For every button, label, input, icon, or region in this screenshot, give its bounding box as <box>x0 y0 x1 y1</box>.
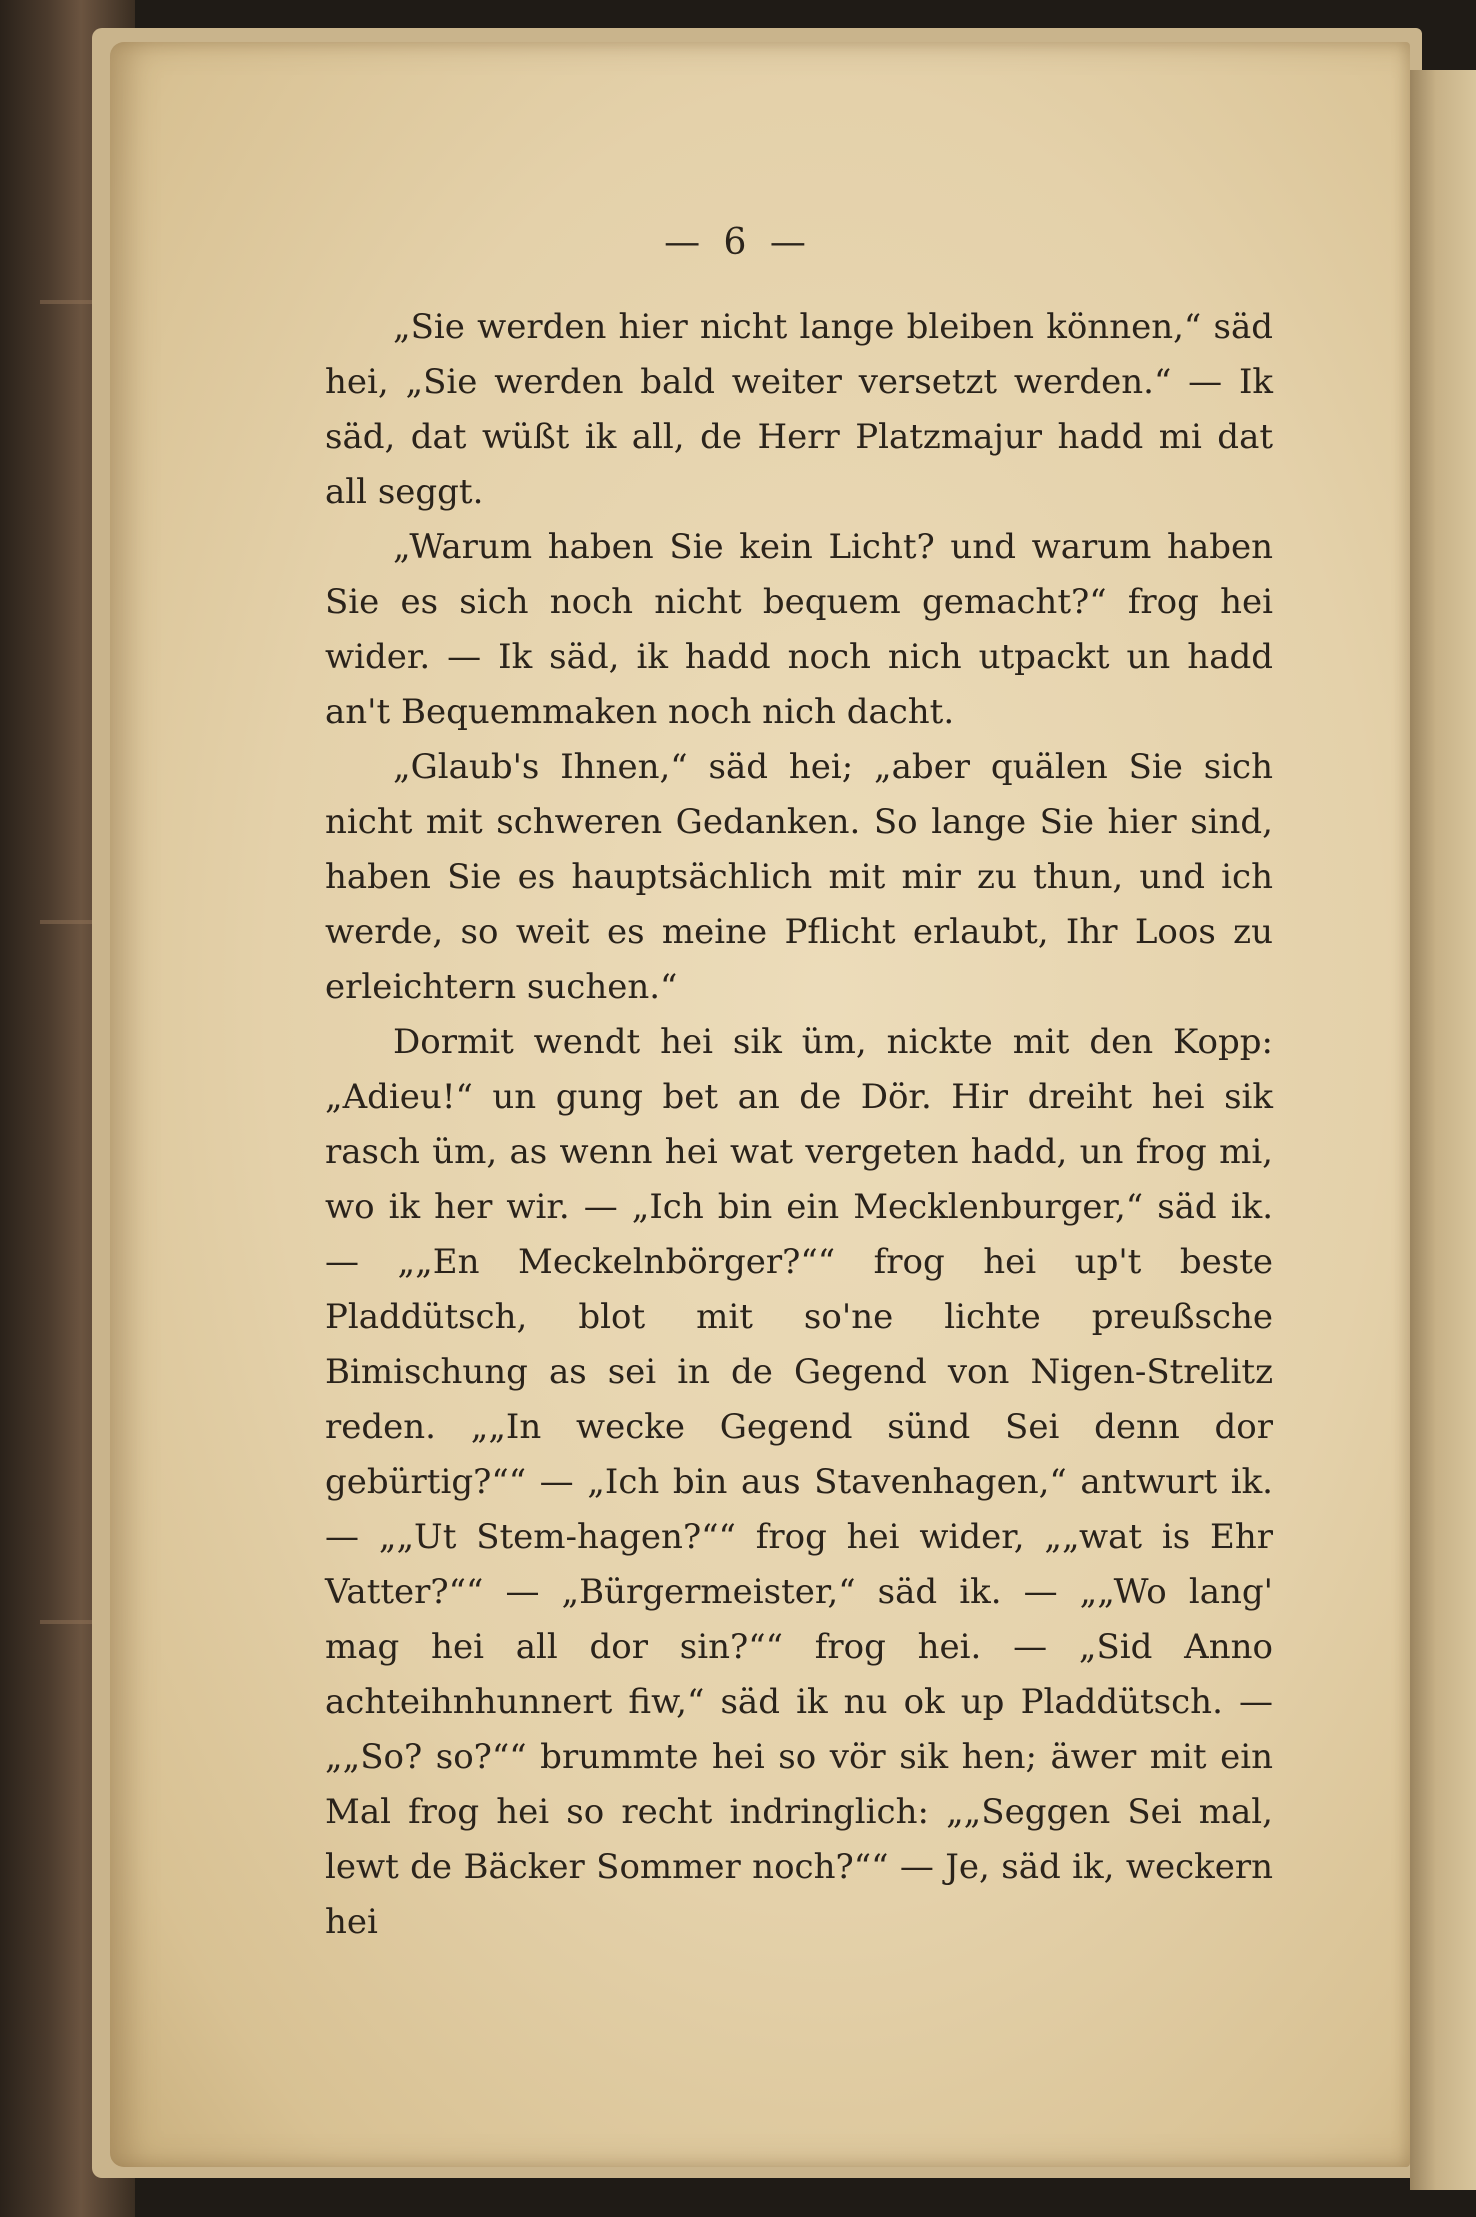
page-number: — 6 — <box>664 222 812 263</box>
page-text <box>325 300 1273 1950</box>
cover-wear-mark <box>40 300 100 304</box>
next-page-edge <box>1410 70 1476 2190</box>
paragraph: „Sie werden hier nicht lange bleiben können,“ säd hei, „Sie werden bald weiter versetzt werden.“ — Ik säd, dat wüßt ik all, de Herr Platzmajur hadd mi dat all seggt. <box>325 307 1273 512</box>
cover-wear-mark <box>40 1620 100 1624</box>
cover-wear-mark <box>40 920 100 924</box>
paragraph: Dormit wendt hei sik üm, nickte mit den Kopp: „Adieu!“ un gung bet an de Dör. Hir dreiht hei sik rasch üm, as wenn hei wat vergeten hadd, un frog mi, wo ik her wir. — „Ich bin ein Mecklenburger,“ säd ik. — „„En Meckelnbörger?““ frog hei up't beste Pladdütsch, blot mit so'ne lichte preußsche Bimischung as sei in de Gegend von Nigen-Strelitz reden. „„In wecke Gegend sünd Sei denn dor gebürtig?““ — „Ich bin aus Stavenhagen,“ antwurt ik. — „„Ut Stem-hagen?““ frog hei wider, „„wat is Ehr Vatter?““ — „Bürgermeister,“ säd ik. — „„Wo lang' mag hei all dor sin?““ frog hei. — „Sid Anno achteihnhunnert fiw,“ säd ik nu ok up Pladdütsch. — „„So? so?““ brummte hei so vör sik hen; äwer mit ein Mal frog hei so recht indringlich: „„Seggen Sei mal, lewt de Bäcker Sommer noch?““ — Je, säd ik, weckern hei <box>325 1022 1273 1942</box>
paragraph: „Glaub's Ihnen,“ säd hei; „aber quälen Sie sich nicht mit schweren Gedanken. So lange Sie hier sind, haben Sie es hauptsächlich mit mir zu thun, und ich werde, so weit es meine Pflicht erlaubt, Ihr Loos zu erleichtern suchen.“ <box>325 747 1273 1007</box>
paragraph: „Warum haben Sie kein Licht? und warum haben Sie es sich noch nicht bequem gemacht?“ frog hei wider. — Ik säd, ik hadd noch nich utpackt un hadd an't Bequemmaken noch nich dacht. <box>325 527 1273 732</box>
